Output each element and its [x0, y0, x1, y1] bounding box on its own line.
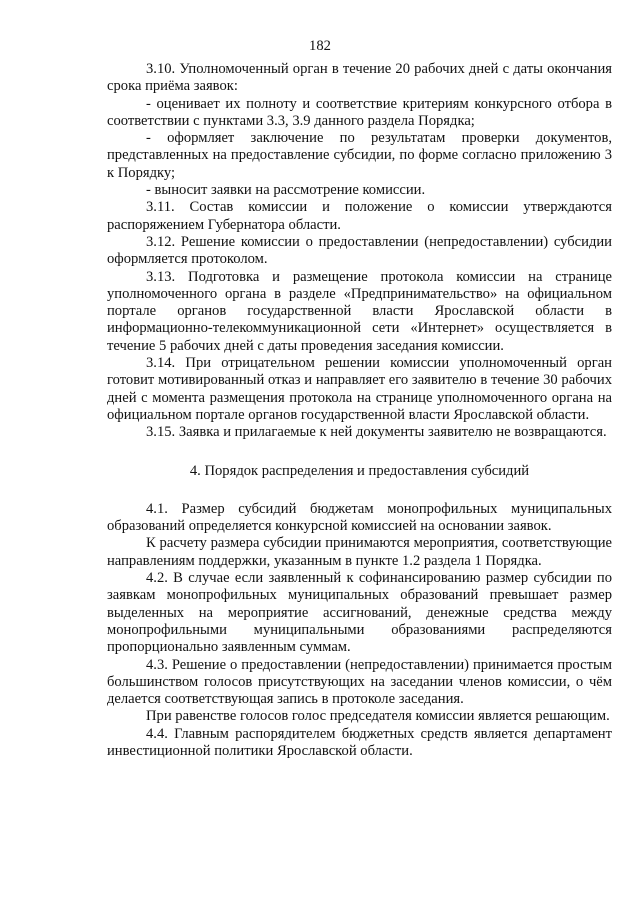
- paragraph-3-11: 3.11. Состав комиссии и положение о комиссии утверждаются распоряжением Губернатора области.: [107, 199, 612, 233]
- list-item-submit: - выносит заявки на рассмотрение комиссии.: [146, 182, 426, 199]
- paragraph-3-15: 3.15. Заявка и прилагаемые к ней документы заявителю не возвращаются.: [146, 424, 607, 441]
- paragraph-3-14: 3.14. При отрицательном решении комиссии уполномоченный орган готовит мотивированный отказ и направляет его заявителю в течение 30 рабочих дней с момента размещения протокола на странице уполномоченного органа на официальном портале органов государственной власти Ярославской области.: [107, 355, 612, 423]
- paragraph-3-13: 3.13. Подготовка и размещение протокола комиссии на странице уполномоченного органа в разделе «Предпринимательство» на официальном портале органов государственной власти Ярославской области в информационно-телекоммуникационной сети «Интернет» осуществляется в течение 5 рабочих дней с даты проведения заседания комиссии.: [107, 268, 612, 354]
- paragraph-4-3: 4.3. Решение о предоставлении (непредоставлении) принимается простым большинством голосов присутствующих на заседании членов комиссии, о чём делается соответствующая запись в протоколе заседания.: [107, 656, 612, 708]
- document-body: [107, 61, 612, 760]
- section-heading: 4. Порядок распределения и предоставления субсидий: [189, 462, 530, 479]
- paragraph-4-1: 4.1. Размер субсидий бюджетам монопрофильных муниципальных образований определяется конкурсной комиссией на основании заявок.: [107, 500, 612, 535]
- paragraph-3-12: 3.12. Решение комиссии о предоставлении (непредоставлении) субсидии оформляется протоколом.: [107, 233, 612, 268]
- list-item-evaluate: - оценивает их полноту и соответствие критериям конкурсного отбора в соответствии с пунктами 3.3, 3.9 данного раздела Порядка;: [107, 95, 612, 129]
- paragraph-4-4: 4.4. Главным распорядителем бюджетных средств является департамент инвестиционной политики Ярославской области.: [107, 725, 612, 759]
- paragraph-4-1-cont: К расчету размера субсидии принимаются мероприятия, соответствующие направлениям поддержки, указанным в пункте 1.2 раздела 1 Порядка.: [107, 535, 612, 569]
- page-number: 182: [309, 38, 331, 54]
- list-item-conclusion: - оформляет заключение по результатам проверки документов, представленных на предоставление субсидии, по форме согласно приложению 3 к Порядку;: [107, 130, 612, 181]
- paragraph-3-10: 3.10. Уполномоченный орган в течение 20 рабочих дней с даты окончания срока приёма заявок:: [107, 61, 612, 95]
- paragraph-4-2: 4.2. В случае если заявленный к софинансированию размер субсидии по заявкам монопрофильных муниципальных образований превышает размер выделенных на мероприятие ассигнований, денежные средства между монопрофильными муниципальными образованиями распределяются пропорционально заявленным суммам.: [107, 570, 612, 656]
- paragraph-4-3-cont: При равенстве голосов голос председателя комиссии является решающим.: [146, 708, 610, 725]
